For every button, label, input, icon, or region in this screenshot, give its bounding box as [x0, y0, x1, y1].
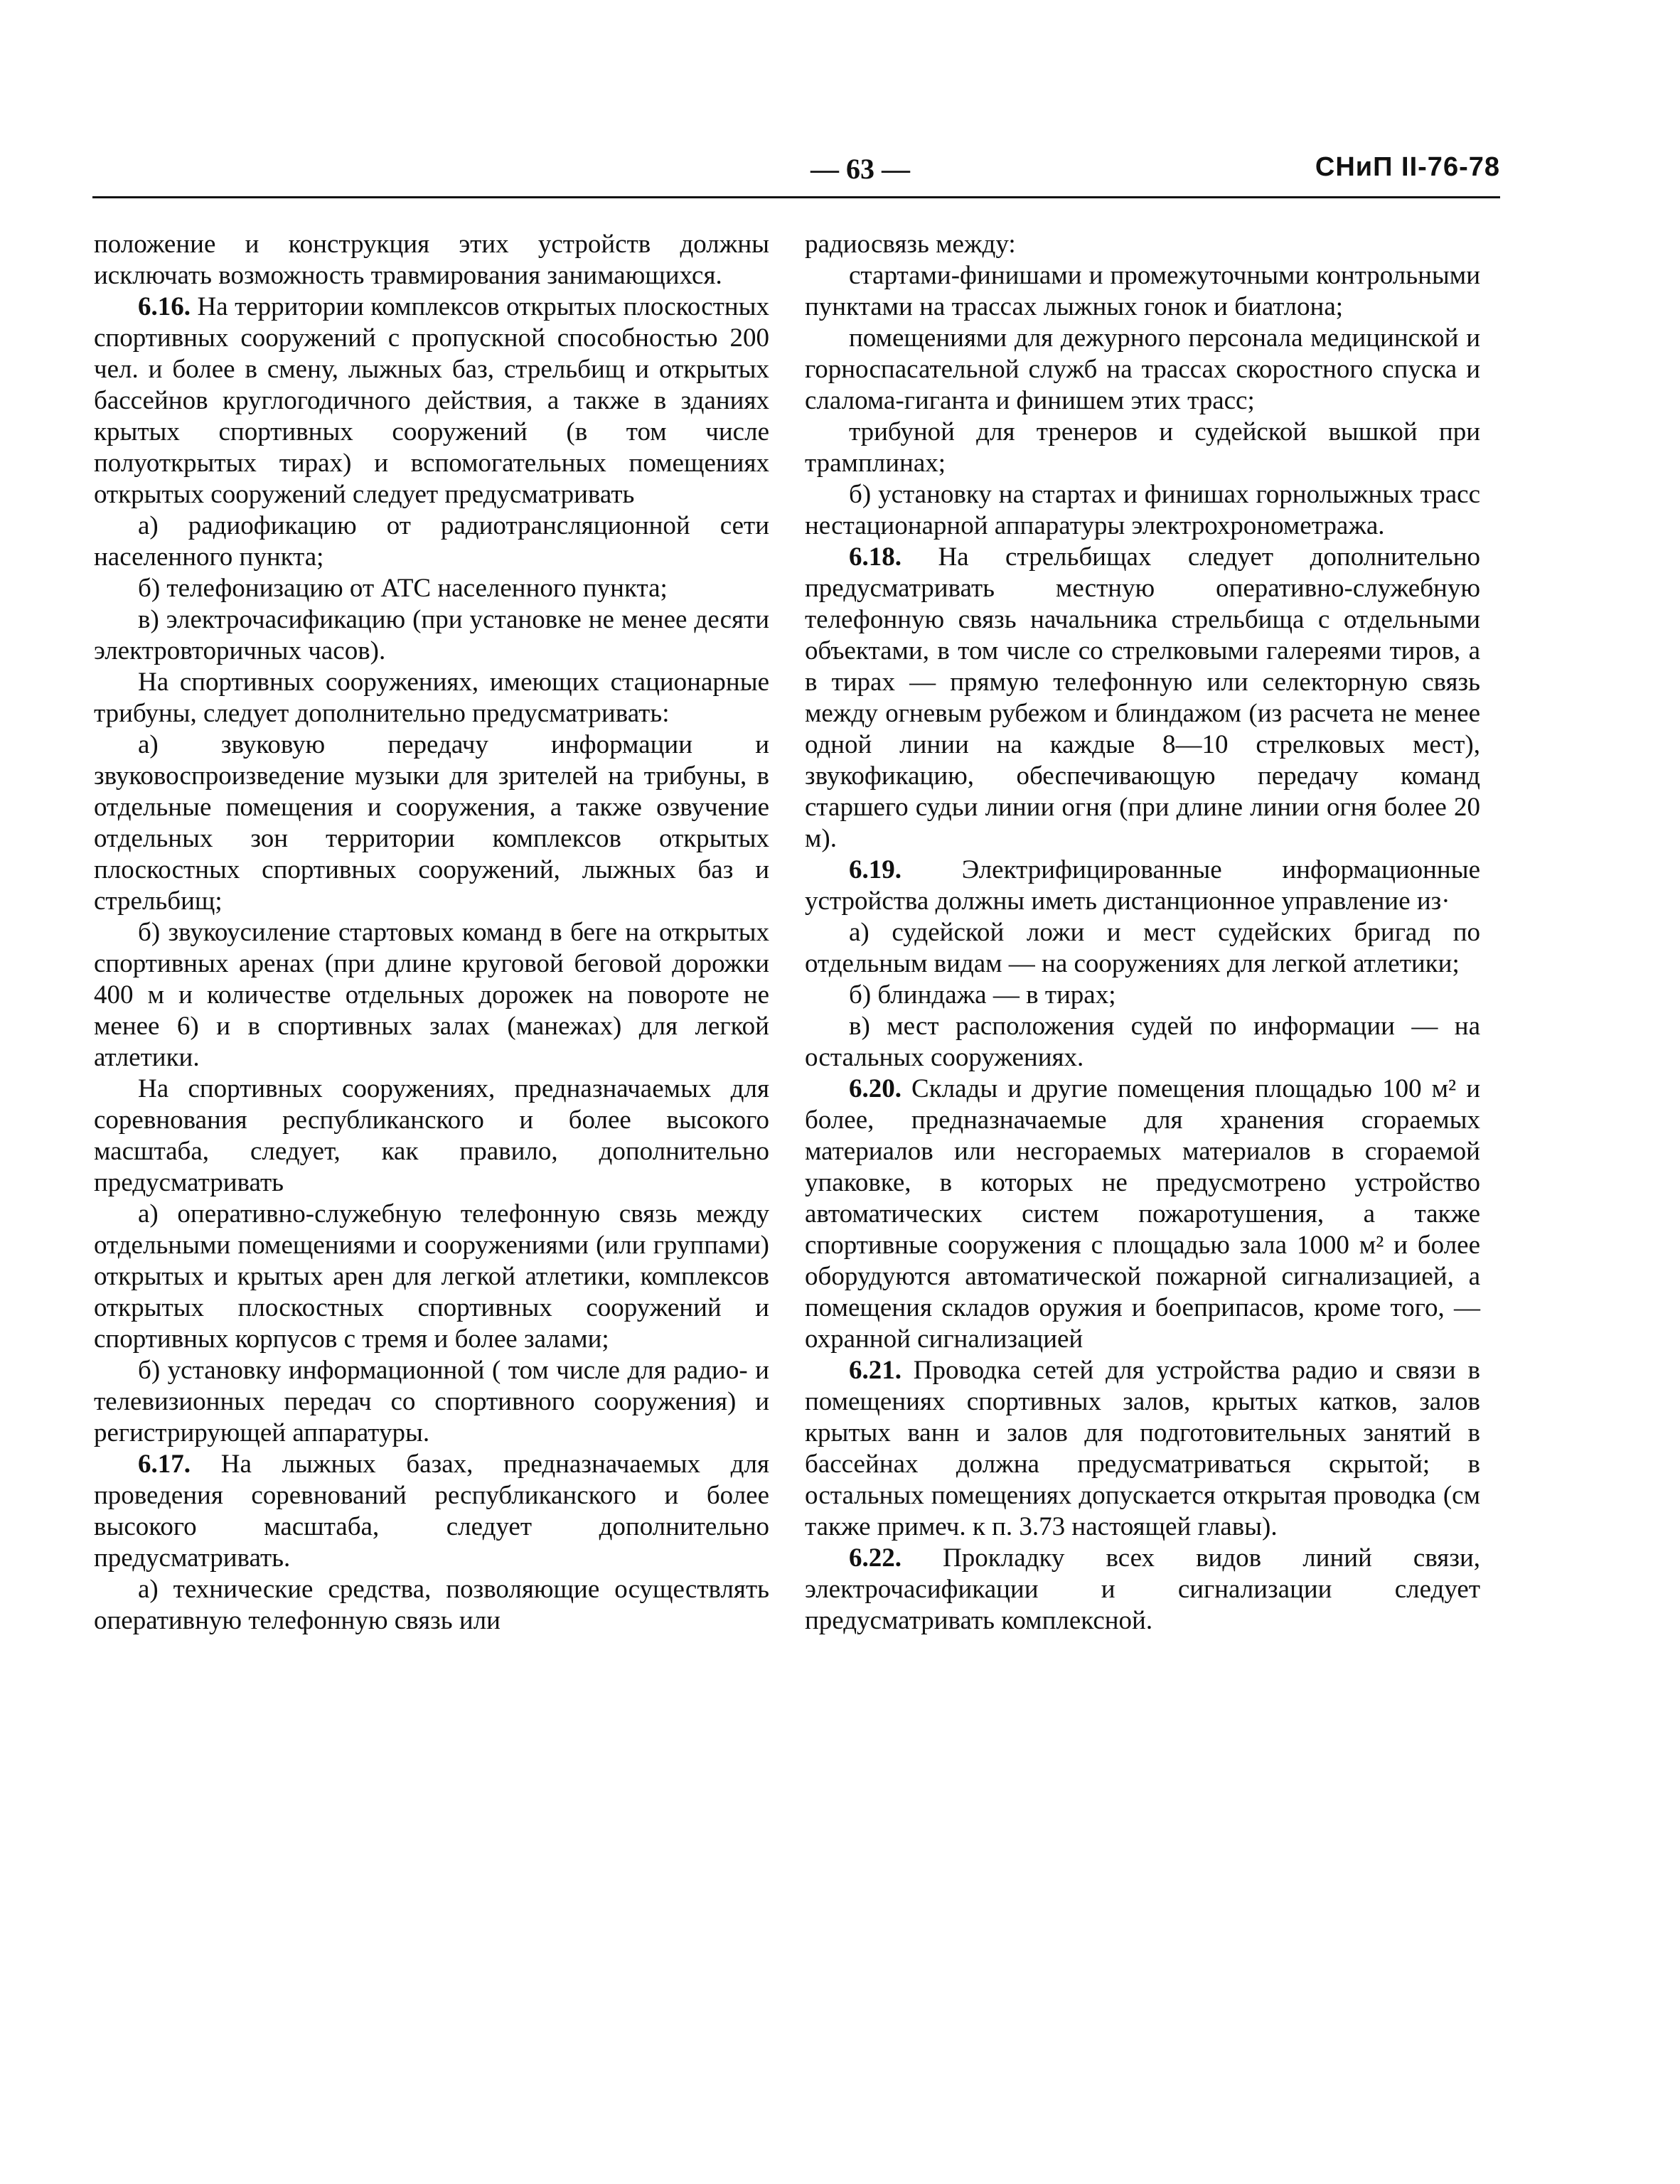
left-paragraph [94, 1449, 769, 1574]
clause-number: 6.22. [849, 1543, 901, 1573]
clause-number: 6.17. [138, 1450, 191, 1479]
paragraph-text: б) телефонизацию от АТС населенного пункта; [138, 574, 668, 603]
right-paragraph [805, 1355, 1480, 1543]
paragraph-text: б) блиндажа — в тирах; [849, 980, 1116, 1010]
left-paragraph [94, 917, 769, 1074]
paragraph-text: На спортивных сооружениях, имеющих стационарные трибуны, следует дополнительно предусматривать: [94, 668, 769, 728]
paragraph-text: б) звукоусиление стартовых команд в беге на открытых спортивных аренах (при длине круговой беговой дорожки 400 м и количестве отдельных дорожек на повороте не менее 6) и в спортивных залах (манежах) для легкой атлетики. [94, 918, 769, 1072]
right-paragraph [805, 323, 1480, 417]
paragraph-text: стартами-финишами и промежуточными контрольными пунктами на трассах лыжных гонок и биатлона; [805, 261, 1480, 321]
right-paragraph [805, 542, 1480, 855]
clause-number: 6.21. [849, 1356, 901, 1385]
left-paragraph [94, 229, 769, 291]
right-paragraph [805, 417, 1480, 479]
page-header [92, 152, 1500, 195]
paragraph-text: а) радиофикацию от радиотрансляционной сети населенного пункта; [94, 511, 769, 572]
paragraph-text: в) мест расположения судей по информации — на остальных сооружениях. [805, 1012, 1480, 1072]
left-paragraph [94, 1355, 769, 1449]
paragraph-text: На спортивных сооружениях, предназначаемых для соревнования республиканского и более высокого масштаба, следует, как правило, дополнительно предусматривать [94, 1074, 769, 1197]
right-paragraph [805, 980, 1480, 1011]
left-paragraph [94, 510, 769, 573]
paragraph-text: а) оперативно-служебную телефонную связь между отдельными помещениями и сооружениями (или группами) открытых и крытых арен для легкой атлетики, комплексов открытых плоскостных спортивных сооружений и спортивных корпусов с тремя и более залами; [94, 1199, 769, 1354]
paragraph-text: На территории комплексов открытых плоскостных спортивных сооружений с пропускной способностью 200 чел. и более в смену, лыжных баз, стрельбищ и открытых бассейнов круглогодичного действия, а также в зданиях крытых спортивных сооружений (в том числе полуоткрытых тирах) и вспомогательных помещениях открытых сооружений следует предусматривать [94, 292, 769, 509]
clause-number: 6.16. [138, 292, 191, 321]
right-paragraph [805, 1074, 1480, 1355]
paragraph-text: а) звуковую передачу информации и звуковоспроизведение музыки для зрителей на трибуны, в отдельные помещения и сооружения, а также озвучение отдельных зон территории комплексов открытых плоскостных спортивных сооружений, лыжных баз и стрельбищ; [94, 730, 769, 916]
paragraph-text: На стрельбищах следует дополнительно предусматривать местную оперативно-служебную телефонную связь начальника стрельбища с отдельными объектами, в том числе со стрелковыми галереями тиров, а в тирах — прямую телефонную или селекторную связь между огневым рубежом и блиндажом (из расчета не менее одной линии на каждые 8—10 стрелковых мест), звукофикацию, обеспечивающую передачу команд старшего судьи линии огня (при длине линии огня более 20 м). [805, 542, 1480, 853]
document-code: СНиП II-76-78 [1315, 152, 1500, 182]
paragraph-text: Проводка сетей для устройства радио и связи в помещениях спортивных залов, крытых катков, залов крытых ванн и залов для подготовительных занятий в бассейнах должна предусматриваться скрытой; в остальных помещениях допускается открытая проводка (см также примеч. к п. 3.73 настоящей главы). [805, 1356, 1480, 1541]
paragraph-text: Склады и другие помещения площадью 100 м² и более, предназначаемые для хранения сгораемых материалов или несгораемых материалов в сгораемой упаковке, в которых не предусмотрено устройство автоматических систем пожаротушения, а также спортивные сооружения с площадью зала 1000 м² и более оборудуются автоматической пожарной сигнализацией, а помещения складов оружия и боеприпасов, кроме того, — охранной сигнализацией [805, 1074, 1480, 1354]
clause-number: 6.19. [849, 855, 901, 884]
left-paragraph [94, 604, 769, 667]
left-paragraph [94, 573, 769, 604]
left-column [94, 229, 769, 1637]
left-paragraph [94, 291, 769, 510]
paragraph-text: помещениями для дежурного персонала медицинской и горноспасательной служб на трассах скоростного спуска и слалома-гиганта и финишем этих трасс; [805, 323, 1480, 415]
paragraph-text: положение и конструкция этих устройств должны исключать возможность травмирования занимающихся. [94, 230, 769, 290]
left-paragraph [94, 729, 769, 917]
right-column [805, 229, 1480, 1637]
paragraph-text: Электрифицированные информационные устройства должны иметь дистанционное управление из· [805, 855, 1480, 916]
right-paragraph [805, 917, 1480, 980]
paragraph-text: б) установку на стартах и финишах горнолыжных трасс нестационарной аппаратуры электрохронометража. [805, 480, 1480, 540]
paragraph-text: Прокладку всех видов линий связи, электрочасификации и сигнализации следует предусматривать комплексной. [805, 1543, 1480, 1635]
paragraph-text: радиосвязь между: [805, 230, 1016, 259]
header-rule [92, 196, 1500, 198]
left-paragraph [94, 667, 769, 729]
paragraph-text: трибуной для тренеров и судейской вышкой при трамплинах; [805, 417, 1480, 478]
right-paragraph [805, 1543, 1480, 1637]
right-paragraph [805, 479, 1480, 542]
page-number: — 63 — [810, 153, 910, 185]
right-paragraph [805, 1011, 1480, 1074]
right-paragraph [805, 260, 1480, 323]
paragraph-text: в) электрочасификацию (при установке не менее десяти электровторичных часов). [94, 605, 769, 665]
paragraph-text: а) судейской ложи и мест судейских бригад по отдельным видам — на сооружениях для легкой атлетики; [805, 918, 1480, 978]
paragraph-text: б) установку информационной ( том числе для радио- и телевизионных передач со спортивного сооружения) и регистрирующей аппаратуры. [94, 1356, 769, 1447]
left-paragraph [94, 1574, 769, 1637]
right-paragraph [805, 229, 1480, 260]
clause-number: 6.18. [849, 542, 901, 572]
left-paragraph [94, 1199, 769, 1355]
paragraph-text: а) технические средства, позволяющие осуществлять оперативную телефонную связь или [94, 1575, 769, 1635]
clause-number: 6.20. [849, 1074, 901, 1103]
left-paragraph [94, 1074, 769, 1199]
right-paragraph [805, 855, 1480, 917]
paragraph-text: На лыжных базах, предназначаемых для проведения соревнований республиканского и более высокого масштаба, следует дополнительно предусматривать. [94, 1450, 769, 1573]
